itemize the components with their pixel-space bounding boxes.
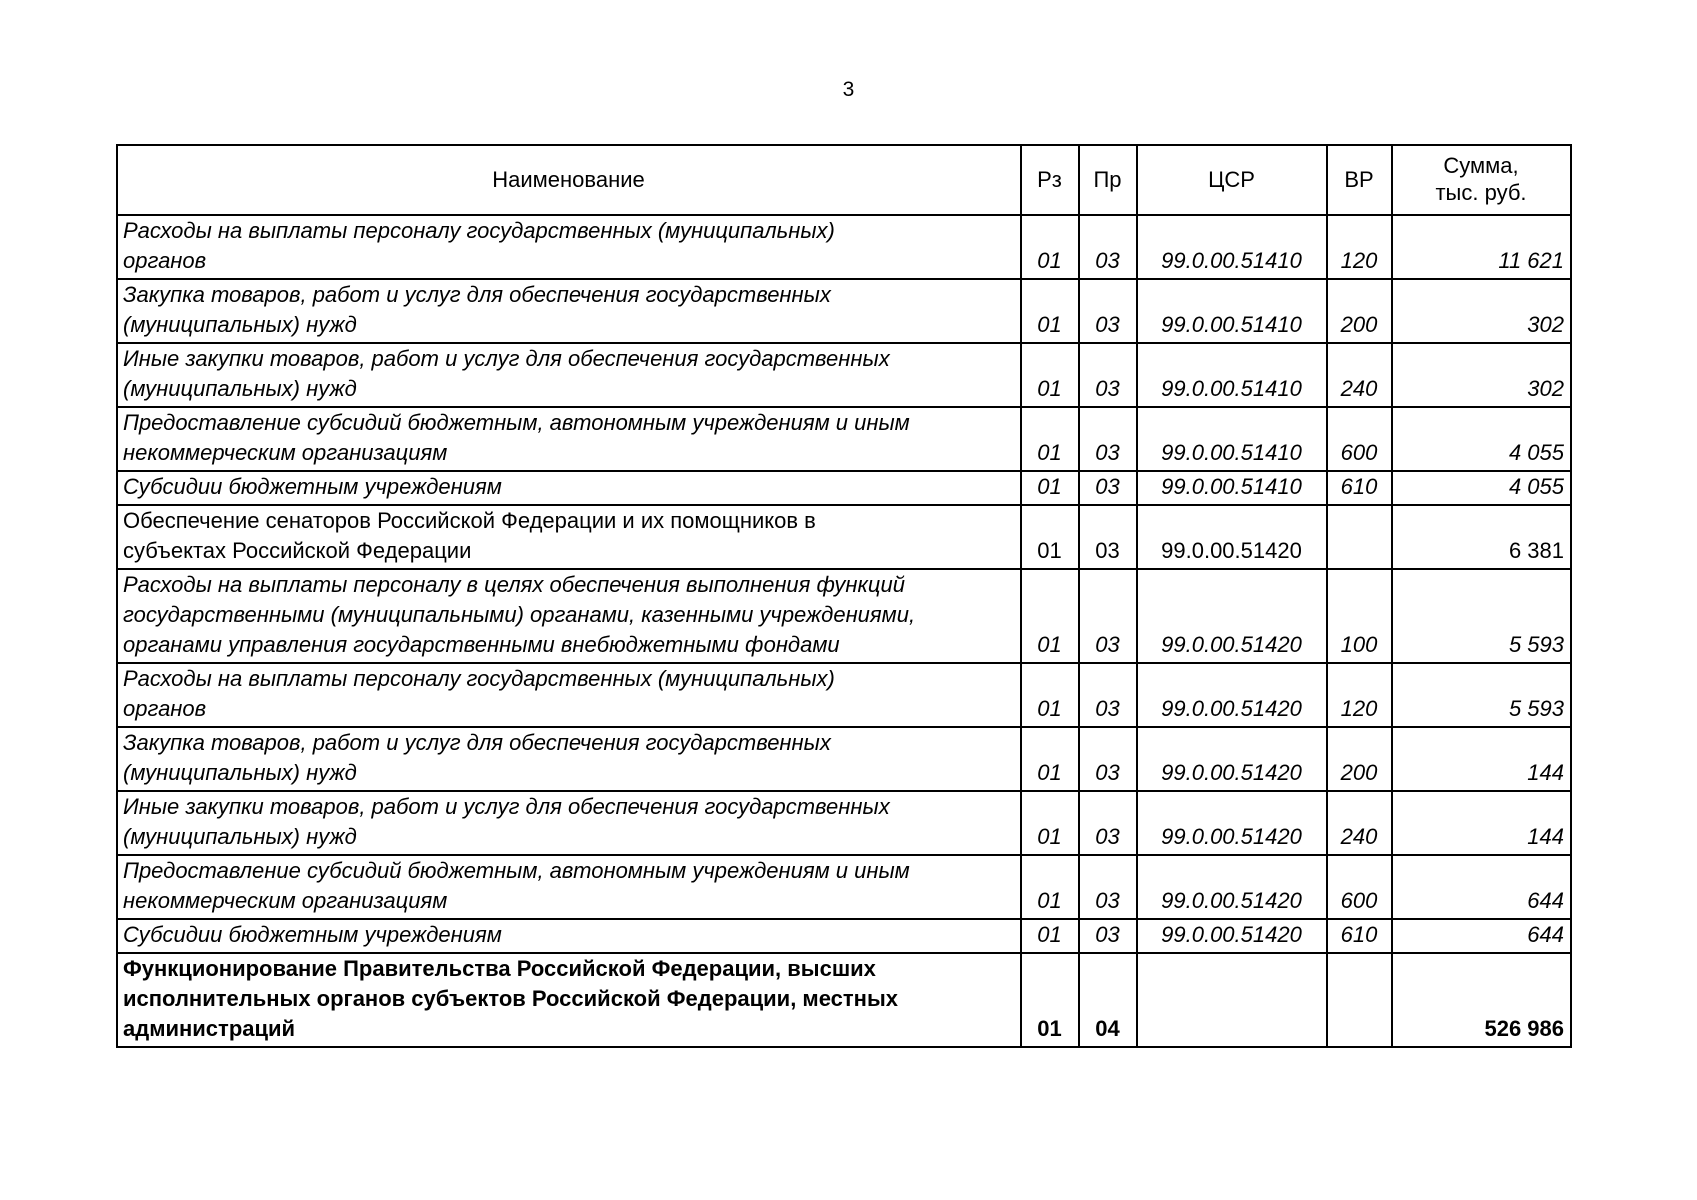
page-number: 3: [842, 78, 855, 101]
cell-sum: 6 381: [1392, 505, 1571, 569]
cell-rz: 01: [1021, 727, 1079, 791]
cell-sum: 144: [1392, 727, 1571, 791]
cell-sum: 4 055: [1392, 407, 1571, 471]
cell-rz: 01: [1021, 855, 1079, 919]
cell-vr: 120: [1327, 663, 1392, 727]
cell-pr: 03: [1079, 471, 1137, 505]
cell-name: Субсидии бюджетным учреждениям: [117, 471, 1021, 505]
cell-name: Предоставление субсидий бюджетным, автономным учреждениям и иным некоммерческим организациям: [117, 855, 1021, 919]
cell-csr: 99.0.00.51410: [1137, 407, 1327, 471]
table-row: [117, 343, 1571, 407]
cell-sum: 526 986: [1392, 953, 1571, 1047]
cell-rz: 01: [1021, 471, 1079, 505]
budget-table: [116, 144, 1572, 1048]
cell-sum: 11 621: [1392, 215, 1571, 279]
cell-csr: 99.0.00.51420: [1137, 919, 1327, 953]
cell-vr: 200: [1327, 279, 1392, 343]
cell-sum: 644: [1392, 919, 1571, 953]
cell-vr: 240: [1327, 791, 1392, 855]
cell-rz: 01: [1021, 791, 1079, 855]
cell-vr: [1327, 505, 1392, 569]
cell-rz: 01: [1021, 953, 1079, 1047]
cell-csr: 99.0.00.51420: [1137, 727, 1327, 791]
cell-rz: 01: [1021, 215, 1079, 279]
header-rz: Рз: [1021, 145, 1079, 215]
cell-sum: 302: [1392, 279, 1571, 343]
cell-vr: 240: [1327, 343, 1392, 407]
header-sum: Сумма, тыс. руб.: [1392, 145, 1571, 215]
cell-sum: 144: [1392, 791, 1571, 855]
cell-name: Функционирование Правительства Российской Федерации, высших исполнительных органов субъектов Российской Федерации, местных администраций: [117, 953, 1021, 1047]
cell-name: Предоставление субсидий бюджетным, автономным учреждениям и иным некоммерческим организациям: [117, 407, 1021, 471]
cell-pr: 03: [1079, 407, 1137, 471]
cell-pr: 03: [1079, 343, 1137, 407]
header-vr: ВР: [1327, 145, 1392, 215]
table-header-row: [117, 145, 1571, 215]
cell-name: Иные закупки товаров, работ и услуг для обеспечения государственных (муниципальных) нужд: [117, 343, 1021, 407]
cell-rz: 01: [1021, 505, 1079, 569]
cell-pr: 03: [1079, 855, 1137, 919]
cell-csr: 99.0.00.51420: [1137, 663, 1327, 727]
table-row: [117, 569, 1571, 663]
cell-name: Обеспечение сенаторов Российской Федерации и их помощников в субъектах Российской Федерации: [117, 505, 1021, 569]
cell-name: Закупка товаров, работ и услуг для обеспечения государственных (муниципальных) нужд: [117, 727, 1021, 791]
cell-sum: 4 055: [1392, 471, 1571, 505]
cell-rz: 01: [1021, 279, 1079, 343]
cell-name: Субсидии бюджетным учреждениям: [117, 919, 1021, 953]
table-row: [117, 791, 1571, 855]
cell-rz: 01: [1021, 663, 1079, 727]
cell-pr: 03: [1079, 215, 1137, 279]
cell-pr: 04: [1079, 953, 1137, 1047]
header-name: Наименование: [117, 145, 1021, 215]
cell-sum: 644: [1392, 855, 1571, 919]
cell-sum: 5 593: [1392, 663, 1571, 727]
cell-vr: [1327, 953, 1392, 1047]
cell-rz: 01: [1021, 569, 1079, 663]
cell-sum: 5 593: [1392, 569, 1571, 663]
table-row: [117, 855, 1571, 919]
cell-vr: 610: [1327, 471, 1392, 505]
cell-csr: 99.0.00.51420: [1137, 855, 1327, 919]
header-pr: Пр: [1079, 145, 1137, 215]
cell-vr: 120: [1327, 215, 1392, 279]
cell-name: Расходы на выплаты персоналу в целях обеспечения выполнения функций государственными (муниципальными) органами, казенными учреждениями, органами управления государственными внебюджетными фондами: [117, 569, 1021, 663]
table-body: [117, 215, 1571, 1047]
cell-pr: 03: [1079, 279, 1137, 343]
table-row: [117, 215, 1571, 279]
cell-csr: 99.0.00.51410: [1137, 279, 1327, 343]
cell-vr: 200: [1327, 727, 1392, 791]
cell-vr: 600: [1327, 855, 1392, 919]
cell-rz: 01: [1021, 407, 1079, 471]
cell-name: Расходы на выплаты персоналу государственных (муниципальных) органов: [117, 663, 1021, 727]
cell-pr: 03: [1079, 919, 1137, 953]
cell-csr: 99.0.00.51410: [1137, 215, 1327, 279]
cell-rz: 01: [1021, 343, 1079, 407]
cell-csr: 99.0.00.51420: [1137, 569, 1327, 663]
cell-pr: 03: [1079, 569, 1137, 663]
table-row: [117, 279, 1571, 343]
cell-sum: 302: [1392, 343, 1571, 407]
cell-name: Расходы на выплаты персоналу государственных (муниципальных) органов: [117, 215, 1021, 279]
table-row: [117, 663, 1571, 727]
cell-pr: 03: [1079, 727, 1137, 791]
cell-vr: 610: [1327, 919, 1392, 953]
cell-name: Иные закупки товаров, работ и услуг для обеспечения государственных (муниципальных) нужд: [117, 791, 1021, 855]
cell-name: Закупка товаров, работ и услуг для обеспечения государственных (муниципальных) нужд: [117, 279, 1021, 343]
table-row: [117, 919, 1571, 953]
table-row: [117, 407, 1571, 471]
cell-csr: 99.0.00.51420: [1137, 791, 1327, 855]
table-row: [117, 471, 1571, 505]
table-row: [117, 727, 1571, 791]
cell-vr: 100: [1327, 569, 1392, 663]
cell-pr: 03: [1079, 505, 1137, 569]
cell-csr: 99.0.00.51410: [1137, 471, 1327, 505]
header-csr: ЦСР: [1137, 145, 1327, 215]
cell-csr: 99.0.00.51420: [1137, 505, 1327, 569]
table-row: [117, 505, 1571, 569]
table-row: [117, 953, 1571, 1047]
cell-rz: 01: [1021, 919, 1079, 953]
cell-csr: [1137, 953, 1327, 1047]
cell-vr: 600: [1327, 407, 1392, 471]
cell-pr: 03: [1079, 791, 1137, 855]
cell-csr: 99.0.00.51410: [1137, 343, 1327, 407]
cell-pr: 03: [1079, 663, 1137, 727]
